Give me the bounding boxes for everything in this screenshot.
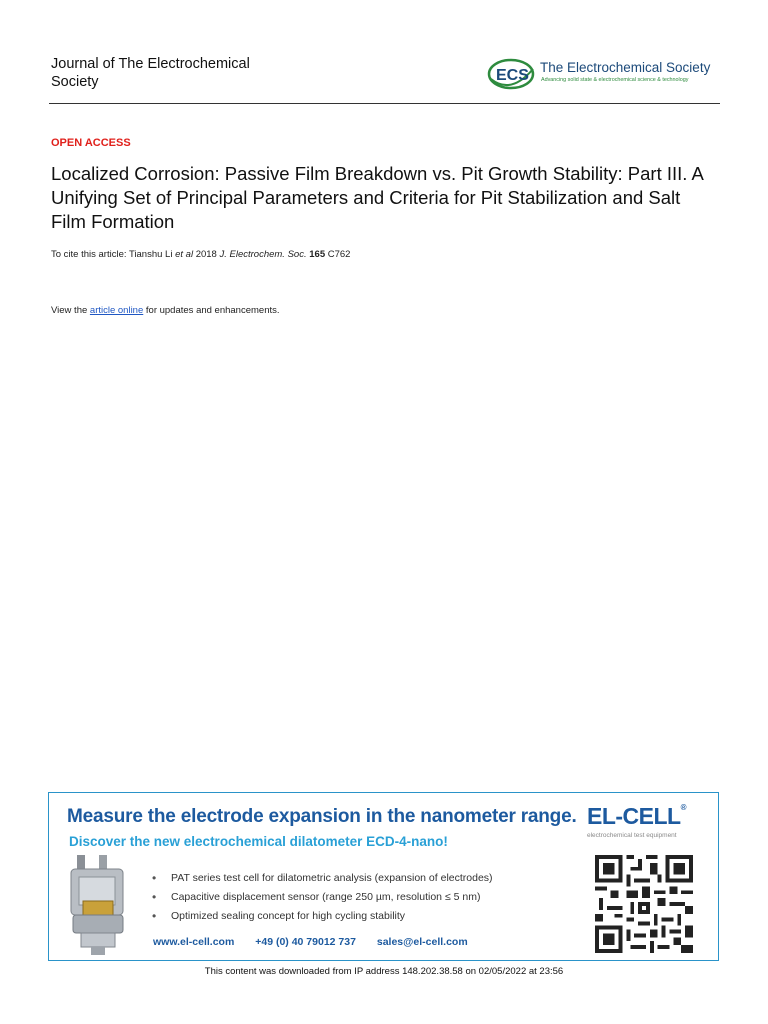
ad-bullet-list [149, 869, 493, 926]
ecs-emblem-icon [487, 55, 539, 93]
article-online-link[interactable]: article online [89, 305, 144, 316]
ad-website-link[interactable]: www.el-cell.com [153, 936, 235, 948]
ecs-logo[interactable] [487, 55, 722, 93]
download-notice: This content was downloaded from IP address 148.202.38.58 on 02/05/2022 at 23:56 [204, 966, 564, 977]
view-suffix: for updates and enhancements. [145, 305, 280, 316]
journal-name: Journal of The Electrochemical Society [51, 56, 250, 90]
ad-subline: Discover the new electrochemical dilatometer ECD-4-nano! [69, 834, 448, 849]
ad-phone: +49 (0) 40 79012 737 [255, 936, 356, 948]
ad-bullet: • Optimized sealing concept for high cycling stability [149, 907, 493, 926]
cite-journal: J. Electrochem. Soc. [219, 249, 307, 260]
citation-line [51, 249, 350, 260]
cite-volume: 165 [309, 249, 326, 260]
el-cell-advertisement[interactable] [48, 792, 719, 961]
ad-headline: Measure the electrode expansion in the nanometer range. [67, 806, 577, 827]
cite-page: C762 [327, 249, 351, 260]
view-prefix: View the [51, 305, 88, 316]
cite-prefix: To cite this article: Tianshu Li [51, 249, 173, 260]
article-title: Localized Corrosion: Passive Film Breakdown vs. Pit Growth Stability: Part III. A Unifying Set of Principal Parameters and Criteria for Pit Stabilization and Salt Film Formation [51, 163, 703, 232]
el-cell-brand: EL-CELL [587, 803, 681, 829]
ad-contacts [153, 936, 486, 948]
ad-bullet: • PAT series test cell for dilatometric analysis (expansion of electrodes) [149, 869, 493, 888]
view-online-line [51, 305, 280, 316]
open-access-badge: OPEN ACCESS [51, 137, 131, 149]
ad-email-link[interactable]: sales@el-cell.com [376, 936, 468, 948]
registered-mark: ® [680, 803, 687, 812]
cite-year: 2018 [195, 249, 217, 260]
publisher-name: The Electrochemical Society [540, 60, 711, 75]
header-divider [49, 103, 720, 104]
cite-etal: et al [175, 249, 194, 260]
ecs-logo-text: ECS [496, 67, 529, 84]
qr-code-icon[interactable] [595, 855, 693, 953]
el-cell-logo [587, 803, 712, 843]
el-cell-tagline: electrochemical test equipment [587, 832, 677, 839]
ad-bullet: • Capacitive displacement sensor (range 250 µm, resolution ≤ 5 nm) [149, 888, 493, 907]
publisher-tagline: Advancing solid state & electrochemical science & technology [541, 77, 689, 83]
dilatometer-cell-icon [65, 853, 140, 957]
